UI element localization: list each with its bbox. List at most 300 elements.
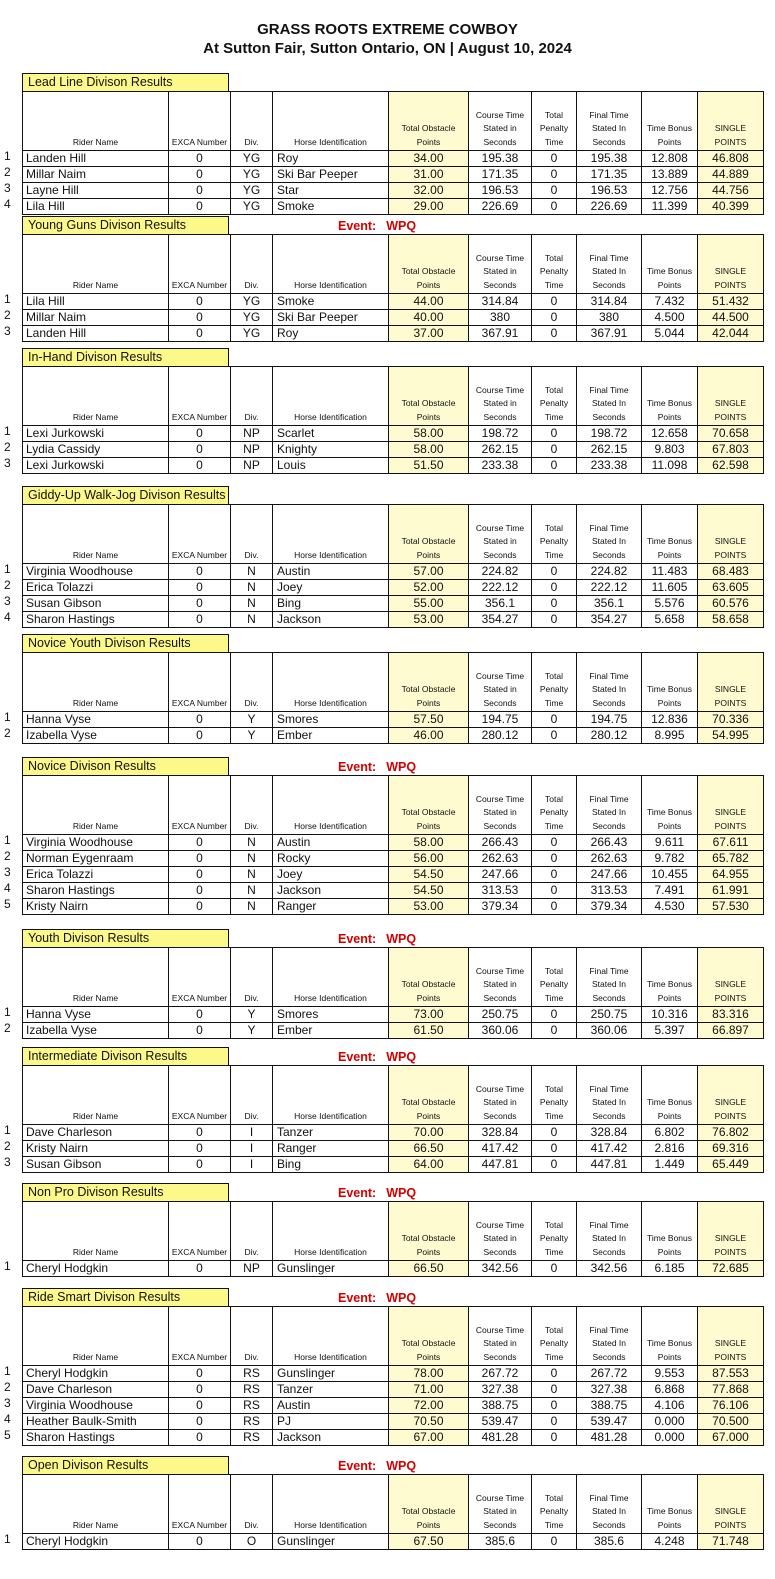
cell-single: 69.316 xyxy=(698,1141,764,1157)
column-header-final: Final Time Stated In Seconds xyxy=(577,653,642,712)
cell-div: YG xyxy=(231,326,273,342)
cell-rider: Layne Hill xyxy=(23,183,169,199)
section-title: Ride Smart Divison Results xyxy=(22,1288,229,1307)
table-row xyxy=(23,1430,764,1446)
rank-number: 1 xyxy=(4,562,11,576)
cell-div: RS xyxy=(231,1398,273,1414)
cell-rider: Lydia Cassidy xyxy=(23,442,169,458)
column-header-course: Course Time Stated in Seconds xyxy=(469,1475,532,1534)
cell-div: RS xyxy=(231,1414,273,1430)
column-header-exc: EXCA Number xyxy=(169,948,231,1007)
results-section xyxy=(0,1047,775,1174)
table-row xyxy=(23,1125,764,1141)
cell-div: RS xyxy=(231,1366,273,1382)
table-row xyxy=(23,851,764,867)
cell-obstacle: 51.50 xyxy=(389,458,469,474)
cell-obstacle: 71.00 xyxy=(389,1382,469,1398)
cell-obstacle: 57.50 xyxy=(389,712,469,728)
cell-course: 196.53 xyxy=(469,183,532,199)
event-prefix: Event: xyxy=(338,219,377,233)
table-row xyxy=(23,1261,764,1277)
event-code: WPQ xyxy=(386,760,417,774)
cell-final: 262.15 xyxy=(577,442,642,458)
cell-final: 539.47 xyxy=(577,1414,642,1430)
cell-penalty: 0 xyxy=(532,564,577,580)
results-table xyxy=(22,1201,764,1277)
cell-div: NP xyxy=(231,442,273,458)
column-header-exc: EXCA Number xyxy=(169,1066,231,1125)
cell-div: Y xyxy=(231,728,273,744)
cell-bonus: 11.098 xyxy=(642,458,698,474)
cell-penalty: 0 xyxy=(532,151,577,167)
column-header-div: Div. xyxy=(231,1307,273,1366)
cell-bonus: 12.658 xyxy=(642,426,698,442)
results-section xyxy=(0,929,775,1040)
cell-single: 46.808 xyxy=(698,151,764,167)
cell-rider: Hanna Vyse xyxy=(23,1007,169,1023)
column-header-bonus: Time Bonus Points xyxy=(642,1307,698,1366)
cell-exc: 0 xyxy=(169,1398,231,1414)
cell-obstacle: 70.00 xyxy=(389,1125,469,1141)
cell-div: Y xyxy=(231,1023,273,1039)
column-header-bonus: Time Bonus Points xyxy=(642,505,698,564)
cell-penalty: 0 xyxy=(532,442,577,458)
column-header-bonus: Time Bonus Points xyxy=(642,367,698,426)
results-section xyxy=(0,348,775,475)
cell-single: 68.483 xyxy=(698,564,764,580)
cell-exc: 0 xyxy=(169,564,231,580)
column-header-penalty: Total Penalty Time xyxy=(532,1066,577,1125)
column-header-final: Final Time Stated In Seconds xyxy=(577,776,642,835)
table-row xyxy=(23,1141,764,1157)
cell-single: 67.803 xyxy=(698,442,764,458)
cell-single: 61.991 xyxy=(698,883,764,899)
cell-exc: 0 xyxy=(169,442,231,458)
cell-final: 388.75 xyxy=(577,1398,642,1414)
cell-horse: PJ xyxy=(273,1414,389,1430)
cell-rider: Sharon Hastings xyxy=(23,612,169,628)
cell-course: 356.1 xyxy=(469,596,532,612)
cell-horse: Ski Bar Peeper xyxy=(273,310,389,326)
cell-penalty: 0 xyxy=(532,712,577,728)
column-header-div: Div. xyxy=(231,367,273,426)
table-header-row xyxy=(23,1202,764,1261)
cell-penalty: 0 xyxy=(532,612,577,628)
cell-obstacle: 53.00 xyxy=(389,612,469,628)
cell-course: 447.81 xyxy=(469,1157,532,1173)
column-header-penalty: Total Penalty Time xyxy=(532,235,577,294)
event-code: WPQ xyxy=(386,219,417,233)
rank-number: 3 xyxy=(4,324,11,338)
results-section xyxy=(0,757,775,916)
cell-horse: Smoke xyxy=(273,294,389,310)
results-table xyxy=(22,652,764,744)
cell-bonus: 6.868 xyxy=(642,1382,698,1398)
cell-penalty: 0 xyxy=(532,1430,577,1446)
cell-single: 83.316 xyxy=(698,1007,764,1023)
cell-div: Y xyxy=(231,1007,273,1023)
cell-exc: 0 xyxy=(169,151,231,167)
cell-final: 233.38 xyxy=(577,458,642,474)
cell-exc: 0 xyxy=(169,1430,231,1446)
column-header-horse: Horse Identification xyxy=(273,235,389,294)
cell-penalty: 0 xyxy=(532,835,577,851)
cell-rider: Lexi Jurkowski xyxy=(23,426,169,442)
table-row xyxy=(23,1157,764,1173)
column-header-div: Div. xyxy=(231,92,273,151)
column-header-div: Div. xyxy=(231,948,273,1007)
cell-exc: 0 xyxy=(169,1023,231,1039)
column-header-obstacle: Total Obstacle Points xyxy=(389,1475,469,1534)
cell-penalty: 0 xyxy=(532,1261,577,1277)
table-row xyxy=(23,1398,764,1414)
column-header-obstacle: Total Obstacle Points xyxy=(389,367,469,426)
event-prefix: Event: xyxy=(338,932,377,946)
cell-course: 171.35 xyxy=(469,167,532,183)
cell-course: 417.42 xyxy=(469,1141,532,1157)
cell-single: 70.658 xyxy=(698,426,764,442)
section-title: Youth Divison Results xyxy=(22,929,229,948)
cell-penalty: 0 xyxy=(532,883,577,899)
rank-number: 1 xyxy=(4,292,11,306)
column-header-horse: Horse Identification xyxy=(273,1066,389,1125)
column-header-bonus: Time Bonus Points xyxy=(642,948,698,1007)
cell-obstacle: 58.00 xyxy=(389,835,469,851)
column-header-penalty: Total Penalty Time xyxy=(532,367,577,426)
cell-final: 262.63 xyxy=(577,851,642,867)
rank-number: 2 xyxy=(4,578,11,592)
cell-horse: Gunslinger xyxy=(273,1366,389,1382)
event-prefix: Event: xyxy=(338,1050,377,1064)
cell-obstacle: 46.00 xyxy=(389,728,469,744)
table-row xyxy=(23,835,764,851)
cell-div: I xyxy=(231,1125,273,1141)
rank-number: 1 xyxy=(4,1532,11,1546)
table-header-row xyxy=(23,1307,764,1366)
column-header-rider: Rider Name xyxy=(23,776,169,835)
cell-div: N xyxy=(231,580,273,596)
results-table xyxy=(22,775,764,915)
cell-course: 328.84 xyxy=(469,1125,532,1141)
rank-number: 5 xyxy=(4,1428,11,1442)
column-header-single: SINGLE POINTS xyxy=(698,235,764,294)
cell-horse: Rocky xyxy=(273,851,389,867)
cell-div: N xyxy=(231,564,273,580)
cell-final: 314.84 xyxy=(577,294,642,310)
cell-rider: Izabella Vyse xyxy=(23,1023,169,1039)
results-table xyxy=(22,1065,764,1173)
cell-final: 379.34 xyxy=(577,899,642,915)
cell-penalty: 0 xyxy=(532,596,577,612)
cell-horse: Roy xyxy=(273,326,389,342)
cell-horse: Scarlet xyxy=(273,426,389,442)
column-header-exc: EXCA Number xyxy=(169,505,231,564)
cell-single: 57.530 xyxy=(698,899,764,915)
table-header-row xyxy=(23,92,764,151)
cell-rider: Susan Gibson xyxy=(23,1157,169,1173)
cell-final: 196.53 xyxy=(577,183,642,199)
cell-horse: Roy xyxy=(273,151,389,167)
event-code: WPQ xyxy=(386,1050,417,1064)
cell-exc: 0 xyxy=(169,167,231,183)
column-header-div: Div. xyxy=(231,653,273,712)
cell-penalty: 0 xyxy=(532,326,577,342)
cell-obstacle: 52.00 xyxy=(389,580,469,596)
cell-div: NP xyxy=(231,1261,273,1277)
column-header-penalty: Total Penalty Time xyxy=(532,1475,577,1534)
cell-final: 360.06 xyxy=(577,1023,642,1039)
cell-course: 194.75 xyxy=(469,712,532,728)
cell-single: 70.500 xyxy=(698,1414,764,1430)
cell-final: 280.12 xyxy=(577,728,642,744)
cell-exc: 0 xyxy=(169,1382,231,1398)
cell-final: 224.82 xyxy=(577,564,642,580)
column-header-penalty: Total Penalty Time xyxy=(532,776,577,835)
cell-bonus: 4.248 xyxy=(642,1534,698,1550)
cell-final: 380 xyxy=(577,310,642,326)
cell-rider: Cheryl Hodgkin xyxy=(23,1261,169,1277)
column-header-div: Div. xyxy=(231,1475,273,1534)
rank-number: 2 xyxy=(4,440,11,454)
rank-number: 3 xyxy=(4,1396,11,1410)
column-header-obstacle: Total Obstacle Points xyxy=(389,235,469,294)
column-header-final: Final Time Stated In Seconds xyxy=(577,92,642,151)
cell-obstacle: 57.00 xyxy=(389,564,469,580)
cell-rider: Millar Naim xyxy=(23,310,169,326)
cell-bonus: 1.449 xyxy=(642,1157,698,1173)
cell-course: 380 xyxy=(469,310,532,326)
cell-div: N xyxy=(231,851,273,867)
cell-obstacle: 73.00 xyxy=(389,1007,469,1023)
cell-single: 42.044 xyxy=(698,326,764,342)
column-header-rider: Rider Name xyxy=(23,653,169,712)
cell-course: 313.53 xyxy=(469,883,532,899)
rank-number: 3 xyxy=(4,594,11,608)
cell-single: 65.782 xyxy=(698,851,764,867)
table-header-row xyxy=(23,505,764,564)
column-header-rider: Rider Name xyxy=(23,235,169,294)
cell-rider: Virginia Woodhouse xyxy=(23,835,169,851)
column-header-course: Course Time Stated in Seconds xyxy=(469,776,532,835)
column-header-bonus: Time Bonus Points xyxy=(642,776,698,835)
cell-bonus: 13.889 xyxy=(642,167,698,183)
section-title: Young Guns Divison Results xyxy=(22,216,229,235)
cell-rider: Kristy Nairn xyxy=(23,1141,169,1157)
cell-obstacle: 67.00 xyxy=(389,1430,469,1446)
column-header-horse: Horse Identification xyxy=(273,1202,389,1261)
rank-number: 1 xyxy=(4,1364,11,1378)
cell-single: 40.399 xyxy=(698,199,764,215)
cell-obstacle: 70.50 xyxy=(389,1414,469,1430)
cell-obstacle: 29.00 xyxy=(389,199,469,215)
cell-horse: Bing xyxy=(273,1157,389,1173)
cell-rider: Cheryl Hodgkin xyxy=(23,1366,169,1382)
cell-single: 51.432 xyxy=(698,294,764,310)
cell-horse: Louis xyxy=(273,458,389,474)
cell-final: 356.1 xyxy=(577,596,642,612)
cell-bonus: 5.397 xyxy=(642,1023,698,1039)
rank-number: 3 xyxy=(4,1155,11,1169)
event-prefix: Event: xyxy=(338,1291,377,1305)
results-section xyxy=(0,486,775,629)
cell-bonus: 10.455 xyxy=(642,867,698,883)
rank-number: 2 xyxy=(4,1380,11,1394)
cell-div: N xyxy=(231,596,273,612)
column-header-exc: EXCA Number xyxy=(169,1202,231,1261)
column-header-obstacle: Total Obstacle Points xyxy=(389,948,469,1007)
cell-rider: Dave Charleson xyxy=(23,1125,169,1141)
cell-div: N xyxy=(231,867,273,883)
cell-bonus: 12.808 xyxy=(642,151,698,167)
table-row xyxy=(23,883,764,899)
cell-penalty: 0 xyxy=(532,1366,577,1382)
cell-obstacle: 34.00 xyxy=(389,151,469,167)
column-header-penalty: Total Penalty Time xyxy=(532,1307,577,1366)
table-row xyxy=(23,899,764,915)
cell-horse: Jackson xyxy=(273,612,389,628)
column-header-final: Final Time Stated In Seconds xyxy=(577,1202,642,1261)
table-row xyxy=(23,612,764,628)
page-title: GRASS ROOTS EXTREME COWBOY xyxy=(257,21,518,38)
column-header-final: Final Time Stated In Seconds xyxy=(577,1066,642,1125)
column-header-exc: EXCA Number xyxy=(169,367,231,426)
event-code: WPQ xyxy=(386,1291,417,1305)
cell-penalty: 0 xyxy=(532,728,577,744)
table-row xyxy=(23,167,764,183)
table-row xyxy=(23,867,764,883)
column-header-course: Course Time Stated in Seconds xyxy=(469,505,532,564)
table-row xyxy=(23,1007,764,1023)
column-header-exc: EXCA Number xyxy=(169,1307,231,1366)
results-section xyxy=(0,1183,775,1278)
cell-exc: 0 xyxy=(169,310,231,326)
cell-single: 54.995 xyxy=(698,728,764,744)
column-header-horse: Horse Identification xyxy=(273,1475,389,1534)
cell-bonus: 2.816 xyxy=(642,1141,698,1157)
cell-horse: Star xyxy=(273,183,389,199)
cell-div: YG xyxy=(231,167,273,183)
cell-obstacle: 55.00 xyxy=(389,596,469,612)
cell-horse: Knighty xyxy=(273,442,389,458)
cell-penalty: 0 xyxy=(532,294,577,310)
cell-obstacle: 54.50 xyxy=(389,883,469,899)
column-header-rider: Rider Name xyxy=(23,1307,169,1366)
cell-horse: Austin xyxy=(273,835,389,851)
rank-number: 2 xyxy=(4,726,11,740)
cell-course: 247.66 xyxy=(469,867,532,883)
cell-rider: Lexi Jurkowski xyxy=(23,458,169,474)
column-header-exc: EXCA Number xyxy=(169,653,231,712)
cell-final: 481.28 xyxy=(577,1430,642,1446)
column-header-obstacle: Total Obstacle Points xyxy=(389,92,469,151)
column-header-bonus: Time Bonus Points xyxy=(642,1475,698,1534)
cell-course: 267.72 xyxy=(469,1366,532,1382)
column-header-rider: Rider Name xyxy=(23,505,169,564)
section-title: Lead Line Divison Results xyxy=(22,73,229,92)
rank-number: 2 xyxy=(4,1021,11,1035)
cell-rider: Sharon Hastings xyxy=(23,883,169,899)
cell-rider: Landen Hill xyxy=(23,151,169,167)
table-row xyxy=(23,326,764,342)
cell-exc: 0 xyxy=(169,867,231,883)
cell-single: 60.576 xyxy=(698,596,764,612)
table-row xyxy=(23,151,764,167)
cell-final: 342.56 xyxy=(577,1261,642,1277)
cell-penalty: 0 xyxy=(532,1382,577,1398)
rank-number: 4 xyxy=(4,1412,11,1426)
cell-bonus: 9.553 xyxy=(642,1366,698,1382)
cell-bonus: 7.432 xyxy=(642,294,698,310)
column-header-rider: Rider Name xyxy=(23,1066,169,1125)
column-header-div: Div. xyxy=(231,1066,273,1125)
column-header-penalty: Total Penalty Time xyxy=(532,948,577,1007)
cell-div: RS xyxy=(231,1382,273,1398)
column-header-single: SINGLE POINTS xyxy=(698,92,764,151)
cell-course: 195.38 xyxy=(469,151,532,167)
cell-exc: 0 xyxy=(169,712,231,728)
cell-horse: Gunslinger xyxy=(273,1261,389,1277)
cell-single: 66.897 xyxy=(698,1023,764,1039)
cell-exc: 0 xyxy=(169,1414,231,1430)
cell-obstacle: 31.00 xyxy=(389,167,469,183)
cell-div: YG xyxy=(231,199,273,215)
cell-penalty: 0 xyxy=(532,310,577,326)
rank-number: 1 xyxy=(4,1123,11,1137)
column-header-single: SINGLE POINTS xyxy=(698,1066,764,1125)
column-header-obstacle: Total Obstacle Points xyxy=(389,1307,469,1366)
cell-bonus: 11.605 xyxy=(642,580,698,596)
column-header-div: Div. xyxy=(231,235,273,294)
cell-course: 226.69 xyxy=(469,199,532,215)
column-header-exc: EXCA Number xyxy=(169,235,231,294)
column-header-single: SINGLE POINTS xyxy=(698,1307,764,1366)
cell-rider: Hanna Vyse xyxy=(23,712,169,728)
cell-course: 367.91 xyxy=(469,326,532,342)
cell-penalty: 0 xyxy=(532,426,577,442)
column-header-final: Final Time Stated In Seconds xyxy=(577,235,642,294)
cell-obstacle: 58.00 xyxy=(389,442,469,458)
column-header-single: SINGLE POINTS xyxy=(698,776,764,835)
column-header-exc: EXCA Number xyxy=(169,1475,231,1534)
table-header-row xyxy=(23,367,764,426)
cell-course: 222.12 xyxy=(469,580,532,596)
cell-final: 354.27 xyxy=(577,612,642,628)
rank-number: 2 xyxy=(4,849,11,863)
cell-exc: 0 xyxy=(169,1366,231,1382)
cell-exc: 0 xyxy=(169,883,231,899)
cell-obstacle: 61.50 xyxy=(389,1023,469,1039)
column-header-single: SINGLE POINTS xyxy=(698,1202,764,1261)
column-header-rider: Rider Name xyxy=(23,367,169,426)
column-header-horse: Horse Identification xyxy=(273,653,389,712)
cell-single: 72.685 xyxy=(698,1261,764,1277)
cell-bonus: 12.756 xyxy=(642,183,698,199)
cell-final: 447.81 xyxy=(577,1157,642,1173)
cell-penalty: 0 xyxy=(532,1141,577,1157)
column-header-course: Course Time Stated in Seconds xyxy=(469,1066,532,1125)
rank-number: 4 xyxy=(4,197,11,211)
column-header-course: Course Time Stated in Seconds xyxy=(469,235,532,294)
cell-course: 327.38 xyxy=(469,1382,532,1398)
cell-obstacle: 54.50 xyxy=(389,867,469,883)
cell-single: 71.748 xyxy=(698,1534,764,1550)
cell-bonus: 9.611 xyxy=(642,835,698,851)
table-row xyxy=(23,294,764,310)
cell-rider: Dave Charleson xyxy=(23,1382,169,1398)
column-header-final: Final Time Stated In Seconds xyxy=(577,1307,642,1366)
event-prefix: Event: xyxy=(338,1459,377,1473)
table-row xyxy=(23,596,764,612)
